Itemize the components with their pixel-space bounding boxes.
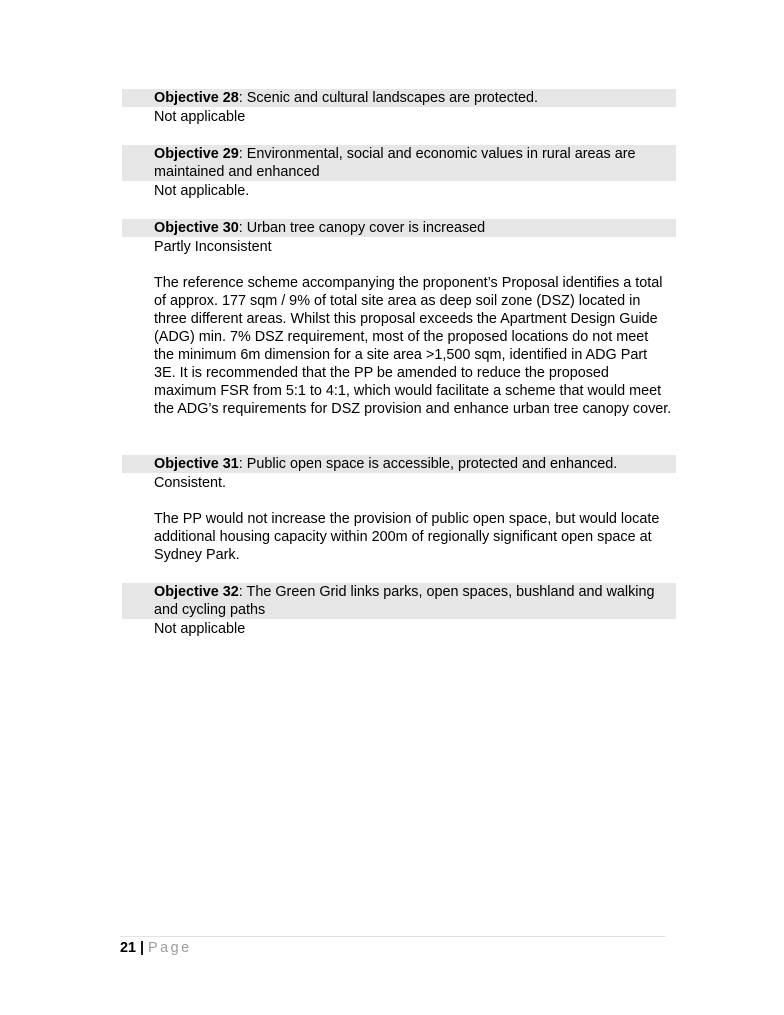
objective-status: Not applicable — [154, 621, 246, 637]
objective-label: Objective 28 — [154, 90, 239, 106]
objective-label: Objective 29 — [154, 146, 239, 162]
objective-status: Not applicable. — [154, 183, 250, 199]
objective-text: : The Green Grid links parks, open spaces, bushland and walking and cycling paths — [154, 584, 655, 618]
objective-body: The PP would not increase the provision of public open space, but would locate additional housing capacity within 200m of regionally significant open space at Sydney Park. — [154, 511, 660, 563]
objective-label: Objective 32 — [154, 584, 239, 600]
objective-status: Partly Inconsistent — [154, 239, 272, 255]
objective-heading — [122, 145, 676, 181]
objective-heading — [122, 89, 676, 107]
objective-text: : Environmental, social and economic values in rural areas are maintained and enhanced — [154, 146, 636, 180]
objective-text: : Scenic and cultural landscapes are protected. — [238, 90, 538, 106]
objective-text: : Urban tree canopy cover is increased — [238, 220, 486, 236]
objective-heading — [122, 583, 676, 619]
objective-heading — [122, 455, 676, 473]
objective-body: The reference scheme accompanying the proponent’s Proposal identifies a total of approx. 177 sqm / 9% of total site area as deep soil zone (DSZ) located in three different areas. Whilst this proposal exceeds the Apartment Design Guide (ADG) min. 7% DSZ requirement, most of the proposed locations do not meet the minimum 6m dimension for a site area >1,500 sqm, identified in ADG Part 3E. It is recommended that the PP be amended to reduce the proposed maximum FSR from 5:1 to 4:1, which would facilitate a scheme that would meet the ADG’s requirements for DSZ provision and enhance urban tree canopy cover. — [154, 275, 672, 417]
objective-status: Consistent. — [154, 475, 226, 491]
objective-heading — [122, 219, 676, 237]
objective-label: Objective 31 — [154, 456, 239, 472]
objective-status: Not applicable — [154, 109, 246, 125]
footer-divider — [120, 936, 666, 937]
objective-label: Objective 30 — [154, 220, 239, 236]
objective-text: : Public open space is accessible, protected and enhanced. — [238, 456, 618, 472]
page-separator: | — [136, 940, 149, 956]
page-footer — [120, 939, 192, 957]
page-label: Page — [148, 940, 192, 956]
page-number: 21 — [120, 940, 137, 956]
